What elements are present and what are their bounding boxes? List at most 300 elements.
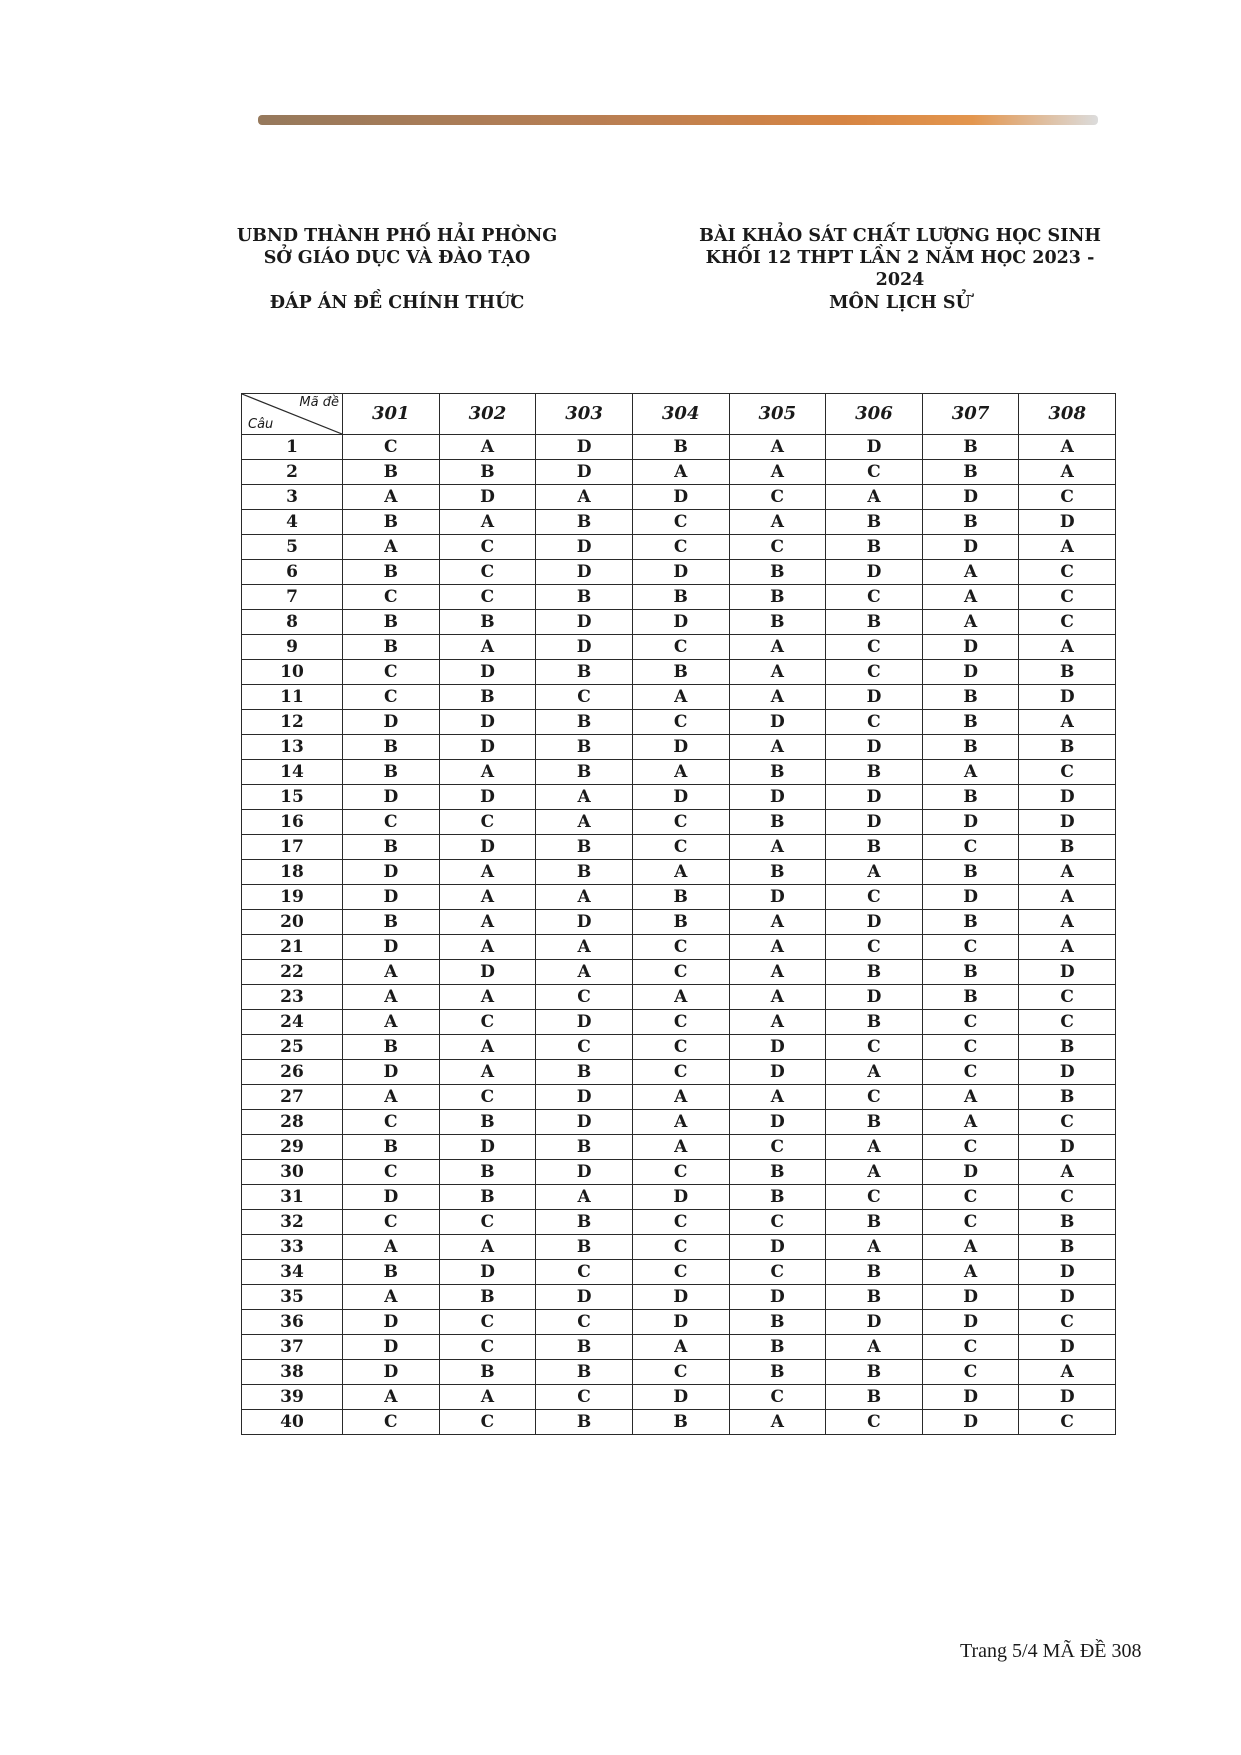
answer-cell: A [632, 1335, 729, 1360]
answer-cell: C [632, 1060, 729, 1085]
answer-cell: D [826, 810, 923, 835]
answer-cell: D [922, 635, 1019, 660]
answer-cell: D [729, 1035, 826, 1060]
answer-cell: B [439, 1110, 536, 1135]
answer-cell: B [1019, 835, 1116, 860]
answer-cell: B [632, 1410, 729, 1435]
answer-cell: C [632, 935, 729, 960]
answer-cell: C [1019, 610, 1116, 635]
question-number-cell: 40 [242, 1410, 343, 1435]
answer-cell: B [729, 1160, 826, 1185]
answer-cell: A [439, 1060, 536, 1085]
answer-cell: C [632, 1010, 729, 1035]
table-row [242, 435, 1116, 460]
answer-cell: C [632, 1035, 729, 1060]
answer-cell: B [343, 510, 440, 535]
answer-cell: A [1019, 435, 1116, 460]
table-row [242, 685, 1116, 710]
answer-cell: C [536, 685, 633, 710]
answer-cell: D [439, 710, 536, 735]
answer-cell: B [343, 1135, 440, 1160]
answer-cell: C [632, 510, 729, 535]
table-row [242, 1210, 1116, 1235]
answer-cell: C [729, 1210, 826, 1235]
answer-cell: A [922, 1235, 1019, 1260]
org-line-2: SỞ GIÁO DỤC VÀ ĐÀO TẠO [263, 248, 531, 268]
answer-cell: B [729, 610, 826, 635]
answer-cell: C [922, 1035, 1019, 1060]
answer-cell: C [826, 710, 923, 735]
answer-cell: A [536, 810, 633, 835]
answer-cell: B [1019, 1035, 1116, 1060]
org-line-1: UBND THÀNH PHỐ HẢI PHÒNG [236, 226, 558, 246]
answer-cell: D [1019, 1385, 1116, 1410]
question-number-cell: 21 [242, 935, 343, 960]
answer-cell: D [632, 610, 729, 635]
question-number-cell: 12 [242, 710, 343, 735]
answer-cell: B [826, 510, 923, 535]
code-header: 301 [343, 394, 440, 435]
question-number-cell: 27 [242, 1085, 343, 1110]
answer-cell: A [343, 985, 440, 1010]
answer-cell: B [729, 1185, 826, 1210]
table-row [242, 1085, 1116, 1110]
answer-cell: D [1019, 1060, 1116, 1085]
answer-cell: B [536, 1410, 633, 1435]
answer-cell: D [439, 1260, 536, 1285]
answer-cell: A [439, 910, 536, 935]
answer-cell: B [1019, 735, 1116, 760]
answer-cell: A [729, 960, 826, 985]
answer-cell: C [343, 1110, 440, 1135]
answer-cell: D [439, 960, 536, 985]
code-header: 303 [536, 394, 633, 435]
answer-cell: C [536, 985, 633, 1010]
table-row [242, 1185, 1116, 1210]
answer-cell: B [826, 1285, 923, 1310]
question-number-cell: 20 [242, 910, 343, 935]
answer-cell: B [922, 860, 1019, 885]
answer-cell: C [826, 1085, 923, 1110]
table-row [242, 1360, 1116, 1385]
question-number-cell: 1 [242, 435, 343, 460]
answer-cell: B [1019, 1210, 1116, 1235]
answer-cell: C [729, 1385, 826, 1410]
answer-cell: A [826, 485, 923, 510]
answer-cell: B [826, 960, 923, 985]
answer-cell: A [1019, 635, 1116, 660]
table-row [242, 1385, 1116, 1410]
answer-cell: C [729, 485, 826, 510]
answer-cell: C [343, 435, 440, 460]
answer-cell: A [1019, 1160, 1116, 1185]
answer-cell: C [826, 935, 923, 960]
answer-cell: A [1019, 535, 1116, 560]
code-header: 306 [826, 394, 923, 435]
answer-cell: C [729, 1260, 826, 1285]
answer-cell: C [632, 1260, 729, 1285]
question-number-cell: 19 [242, 885, 343, 910]
question-number-cell: 29 [242, 1135, 343, 1160]
answer-cell: B [536, 660, 633, 685]
answer-cell: C [729, 1135, 826, 1160]
question-number-cell: 6 [242, 560, 343, 585]
answer-cell: B [439, 1185, 536, 1210]
answer-cell: C [1019, 985, 1116, 1010]
answer-cell: B [536, 1060, 633, 1085]
answer-cell: A [1019, 1360, 1116, 1385]
answer-cell: C [536, 1385, 633, 1410]
answer-cell: D [343, 860, 440, 885]
answer-cell: B [439, 460, 536, 485]
answer-cell: C [1019, 1310, 1116, 1335]
question-number-cell: 10 [242, 660, 343, 685]
answer-cell: D [826, 435, 923, 460]
answer-cell: C [536, 1260, 633, 1285]
table-row [242, 1110, 1116, 1135]
answer-cell: A [729, 510, 826, 535]
answer-cell: B [922, 785, 1019, 810]
answer-cell: A [343, 1085, 440, 1110]
answer-cell: C [632, 810, 729, 835]
answer-cell: C [826, 635, 923, 660]
answer-cell: C [632, 960, 729, 985]
question-number-cell: 33 [242, 1235, 343, 1260]
answer-cell: C [922, 935, 1019, 960]
answer-cell: C [439, 1085, 536, 1110]
question-number-cell: 23 [242, 985, 343, 1010]
table-header-row [242, 394, 1116, 435]
answer-cell: D [1019, 785, 1116, 810]
question-number-cell: 2 [242, 460, 343, 485]
answer-cell: C [632, 710, 729, 735]
table-row [242, 1260, 1116, 1285]
answer-cell: D [1019, 1135, 1116, 1160]
answer-cell: C [343, 585, 440, 610]
question-number-cell: 34 [242, 1260, 343, 1285]
answer-cell: D [922, 1410, 1019, 1435]
answer-cell: A [632, 1085, 729, 1110]
answer-cell: C [1019, 1185, 1116, 1210]
question-number-cell: 17 [242, 835, 343, 860]
table-row [242, 935, 1116, 960]
answer-cell: C [826, 1410, 923, 1435]
answer-cell: C [439, 810, 536, 835]
answer-cell: D [922, 810, 1019, 835]
answer-cell: B [439, 1285, 536, 1310]
answer-cell: C [1019, 1010, 1116, 1035]
table-row [242, 910, 1116, 935]
answer-cell: B [826, 610, 923, 635]
answer-cell: C [632, 835, 729, 860]
table-row [242, 810, 1116, 835]
table-row [242, 1285, 1116, 1310]
answer-cell: C [343, 685, 440, 710]
answer-cell: C [632, 1235, 729, 1260]
question-number-cell: 7 [242, 585, 343, 610]
answer-cell: C [343, 1210, 440, 1235]
answer-cell: A [343, 1285, 440, 1310]
answer-key-table [241, 393, 1116, 1435]
answer-cell: A [439, 885, 536, 910]
answer-cell: B [826, 535, 923, 560]
exam-line-2: KHỐI 12 THPT LẦN 2 NĂM HỌC 2023 - 2024 [705, 248, 1095, 290]
answer-cell: B [536, 1210, 633, 1235]
answer-cell: C [439, 1310, 536, 1335]
answer-cell: C [343, 810, 440, 835]
page-footer: Trang 5/4 MÃ ĐỀ 308 [960, 1640, 1142, 1662]
answer-cell: D [343, 935, 440, 960]
code-header: 307 [922, 394, 1019, 435]
answer-cell: B [729, 1310, 826, 1335]
answer-cell: D [536, 560, 633, 585]
answer-cell: D [536, 635, 633, 660]
answer-cell: A [632, 985, 729, 1010]
answer-cell: D [439, 660, 536, 685]
table-row [242, 510, 1116, 535]
answer-cell: C [1019, 760, 1116, 785]
answer-cell: B [632, 435, 729, 460]
answer-cell: A [729, 1085, 826, 1110]
answer-cell: D [343, 710, 440, 735]
answer-cell: C [439, 1335, 536, 1360]
answer-cell: B [826, 1210, 923, 1235]
answer-cell: A [632, 760, 729, 785]
answer-cell: C [439, 1010, 536, 1035]
question-number-cell: 3 [242, 485, 343, 510]
answer-cell: D [439, 485, 536, 510]
answer-cell: B [343, 1035, 440, 1060]
answer-cell: C [632, 1360, 729, 1385]
answer-cell: D [343, 1335, 440, 1360]
table-row [242, 1035, 1116, 1060]
answer-cell: B [826, 760, 923, 785]
answer-cell: A [826, 1060, 923, 1085]
code-header: 305 [729, 394, 826, 435]
exam-line-1: BÀI KHẢO SÁT CHẤT LƯỢNG HỌC SINH [699, 226, 1101, 246]
answer-cell: B [826, 1360, 923, 1385]
answer-cell: C [343, 660, 440, 685]
answer-cell: D [536, 435, 633, 460]
answer-cell: C [343, 1160, 440, 1185]
answer-cell: D [536, 1110, 633, 1135]
answer-cell: D [826, 985, 923, 1010]
question-number-cell: 22 [242, 960, 343, 985]
doc-type: ĐÁP ÁN ĐỀ CHÍNH THỨC [269, 293, 525, 313]
question-number-cell: 25 [242, 1035, 343, 1060]
answer-cell: B [922, 735, 1019, 760]
answer-cell: B [826, 1260, 923, 1285]
answer-cell: A [632, 860, 729, 885]
subject: MÔN LỊCH SỬ [829, 293, 971, 313]
answer-cell: D [922, 885, 1019, 910]
answer-cell: D [439, 785, 536, 810]
answer-cell: C [632, 635, 729, 660]
question-number-cell: 4 [242, 510, 343, 535]
table-row [242, 535, 1116, 560]
answer-cell: D [922, 1310, 1019, 1335]
question-number-cell: 5 [242, 535, 343, 560]
question-number-cell: 36 [242, 1310, 343, 1335]
answer-cell: B [343, 910, 440, 935]
answer-cell: A [922, 1260, 1019, 1285]
answer-cell: B [343, 735, 440, 760]
answer-cell: B [439, 685, 536, 710]
answer-cell: B [826, 835, 923, 860]
answer-cell: C [439, 1410, 536, 1435]
answer-cell: A [922, 760, 1019, 785]
answer-cell: A [922, 610, 1019, 635]
table-row [242, 960, 1116, 985]
corner-label-question: Câu [248, 417, 274, 432]
table-row [242, 635, 1116, 660]
answer-cell: C [826, 1035, 923, 1060]
question-number-cell: 31 [242, 1185, 343, 1210]
answer-cell: A [729, 685, 826, 710]
answer-cell: A [536, 960, 633, 985]
answer-cell: A [729, 660, 826, 685]
answer-cell: B [343, 460, 440, 485]
answer-cell: D [536, 910, 633, 935]
table-row [242, 610, 1116, 635]
answer-cell: B [632, 585, 729, 610]
answer-cell: D [826, 910, 923, 935]
answer-cell: A [922, 585, 1019, 610]
answer-cell: A [632, 1110, 729, 1135]
answer-rows [242, 435, 1116, 1435]
answer-cell: D [632, 485, 729, 510]
question-number-cell: 37 [242, 1335, 343, 1360]
answer-cell: D [922, 1385, 1019, 1410]
question-number-cell: 32 [242, 1210, 343, 1235]
answer-cell: D [632, 1310, 729, 1335]
answer-cell: C [922, 1060, 1019, 1085]
answer-cell: D [729, 1060, 826, 1085]
answer-cell: A [536, 1185, 633, 1210]
answer-cell: A [439, 1035, 536, 1060]
answer-cell: A [1019, 935, 1116, 960]
answer-cell: A [536, 935, 633, 960]
answer-cell: A [729, 910, 826, 935]
answer-cell: C [922, 1335, 1019, 1360]
answer-cell: A [439, 635, 536, 660]
answer-cell: B [536, 585, 633, 610]
question-number-cell: 28 [242, 1110, 343, 1135]
answer-cell: A [632, 685, 729, 710]
answer-cell: A [439, 510, 536, 535]
table-row [242, 835, 1116, 860]
answer-cell: A [439, 1235, 536, 1260]
answer-cell: D [729, 785, 826, 810]
table-row [242, 1310, 1116, 1335]
answer-cell: B [536, 735, 633, 760]
answer-cell: B [1019, 1085, 1116, 1110]
answer-cell: D [1019, 1285, 1116, 1310]
question-number-cell: 26 [242, 1060, 343, 1085]
answer-cell: A [922, 1110, 1019, 1135]
answer-cell: D [922, 1285, 1019, 1310]
answer-cell: B [439, 610, 536, 635]
answer-cell: B [632, 885, 729, 910]
answer-cell: A [343, 1010, 440, 1035]
answer-cell: C [1019, 560, 1116, 585]
code-header: 304 [632, 394, 729, 435]
corner-label-code: Mã đề [299, 395, 339, 410]
answer-cell: D [729, 1285, 826, 1310]
answer-cell: B [729, 585, 826, 610]
table-row [242, 735, 1116, 760]
answer-cell: B [536, 860, 633, 885]
answer-cell: D [632, 1285, 729, 1310]
answer-cell: D [922, 485, 1019, 510]
answer-cell: B [729, 810, 826, 835]
answer-cell: B [922, 510, 1019, 535]
question-number-cell: 8 [242, 610, 343, 635]
answer-cell: A [729, 1010, 826, 1035]
table-row [242, 1160, 1116, 1185]
answer-cell: C [826, 585, 923, 610]
answer-cell: D [922, 660, 1019, 685]
answer-cell: D [536, 535, 633, 560]
answer-cell: A [729, 985, 826, 1010]
answer-cell: D [439, 735, 536, 760]
table-row [242, 1010, 1116, 1035]
answer-cell: D [826, 1310, 923, 1335]
org-header [232, 225, 562, 269]
question-number-cell: 39 [242, 1385, 343, 1410]
answer-cell: A [632, 460, 729, 485]
answer-cell: D [536, 460, 633, 485]
table-row [242, 760, 1116, 785]
answer-cell: B [729, 860, 826, 885]
answer-cell: D [343, 1360, 440, 1385]
answer-cell: B [632, 660, 729, 685]
question-number-cell: 11 [242, 685, 343, 710]
answer-cell: B [439, 1160, 536, 1185]
answer-cell: D [826, 785, 923, 810]
answer-cell: C [922, 1185, 1019, 1210]
answer-cell: D [922, 1160, 1019, 1185]
answer-cell: B [922, 910, 1019, 935]
table-row [242, 1410, 1116, 1435]
answer-cell: A [536, 885, 633, 910]
answer-cell: B [922, 685, 1019, 710]
answer-cell: B [343, 1260, 440, 1285]
answer-cell: D [536, 1085, 633, 1110]
table-row [242, 1235, 1116, 1260]
answer-cell: B [439, 1360, 536, 1385]
answer-cell: C [439, 1210, 536, 1235]
answer-cell: B [729, 1360, 826, 1385]
answer-cell: D [536, 610, 633, 635]
answer-cell: A [826, 1160, 923, 1185]
question-number-cell: 35 [242, 1285, 343, 1310]
answer-cell: C [826, 660, 923, 685]
answer-cell: B [826, 1385, 923, 1410]
table-row [242, 560, 1116, 585]
answer-cell: D [343, 1185, 440, 1210]
answer-cell: C [729, 535, 826, 560]
answer-cell: C [1019, 585, 1116, 610]
question-number-cell: 13 [242, 735, 343, 760]
answer-cell: D [632, 735, 729, 760]
question-number-cell: 15 [242, 785, 343, 810]
answer-cell: A [439, 985, 536, 1010]
answer-cell: B [536, 710, 633, 735]
table-row [242, 1335, 1116, 1360]
table-row [242, 660, 1116, 685]
answer-cell: C [922, 1210, 1019, 1235]
